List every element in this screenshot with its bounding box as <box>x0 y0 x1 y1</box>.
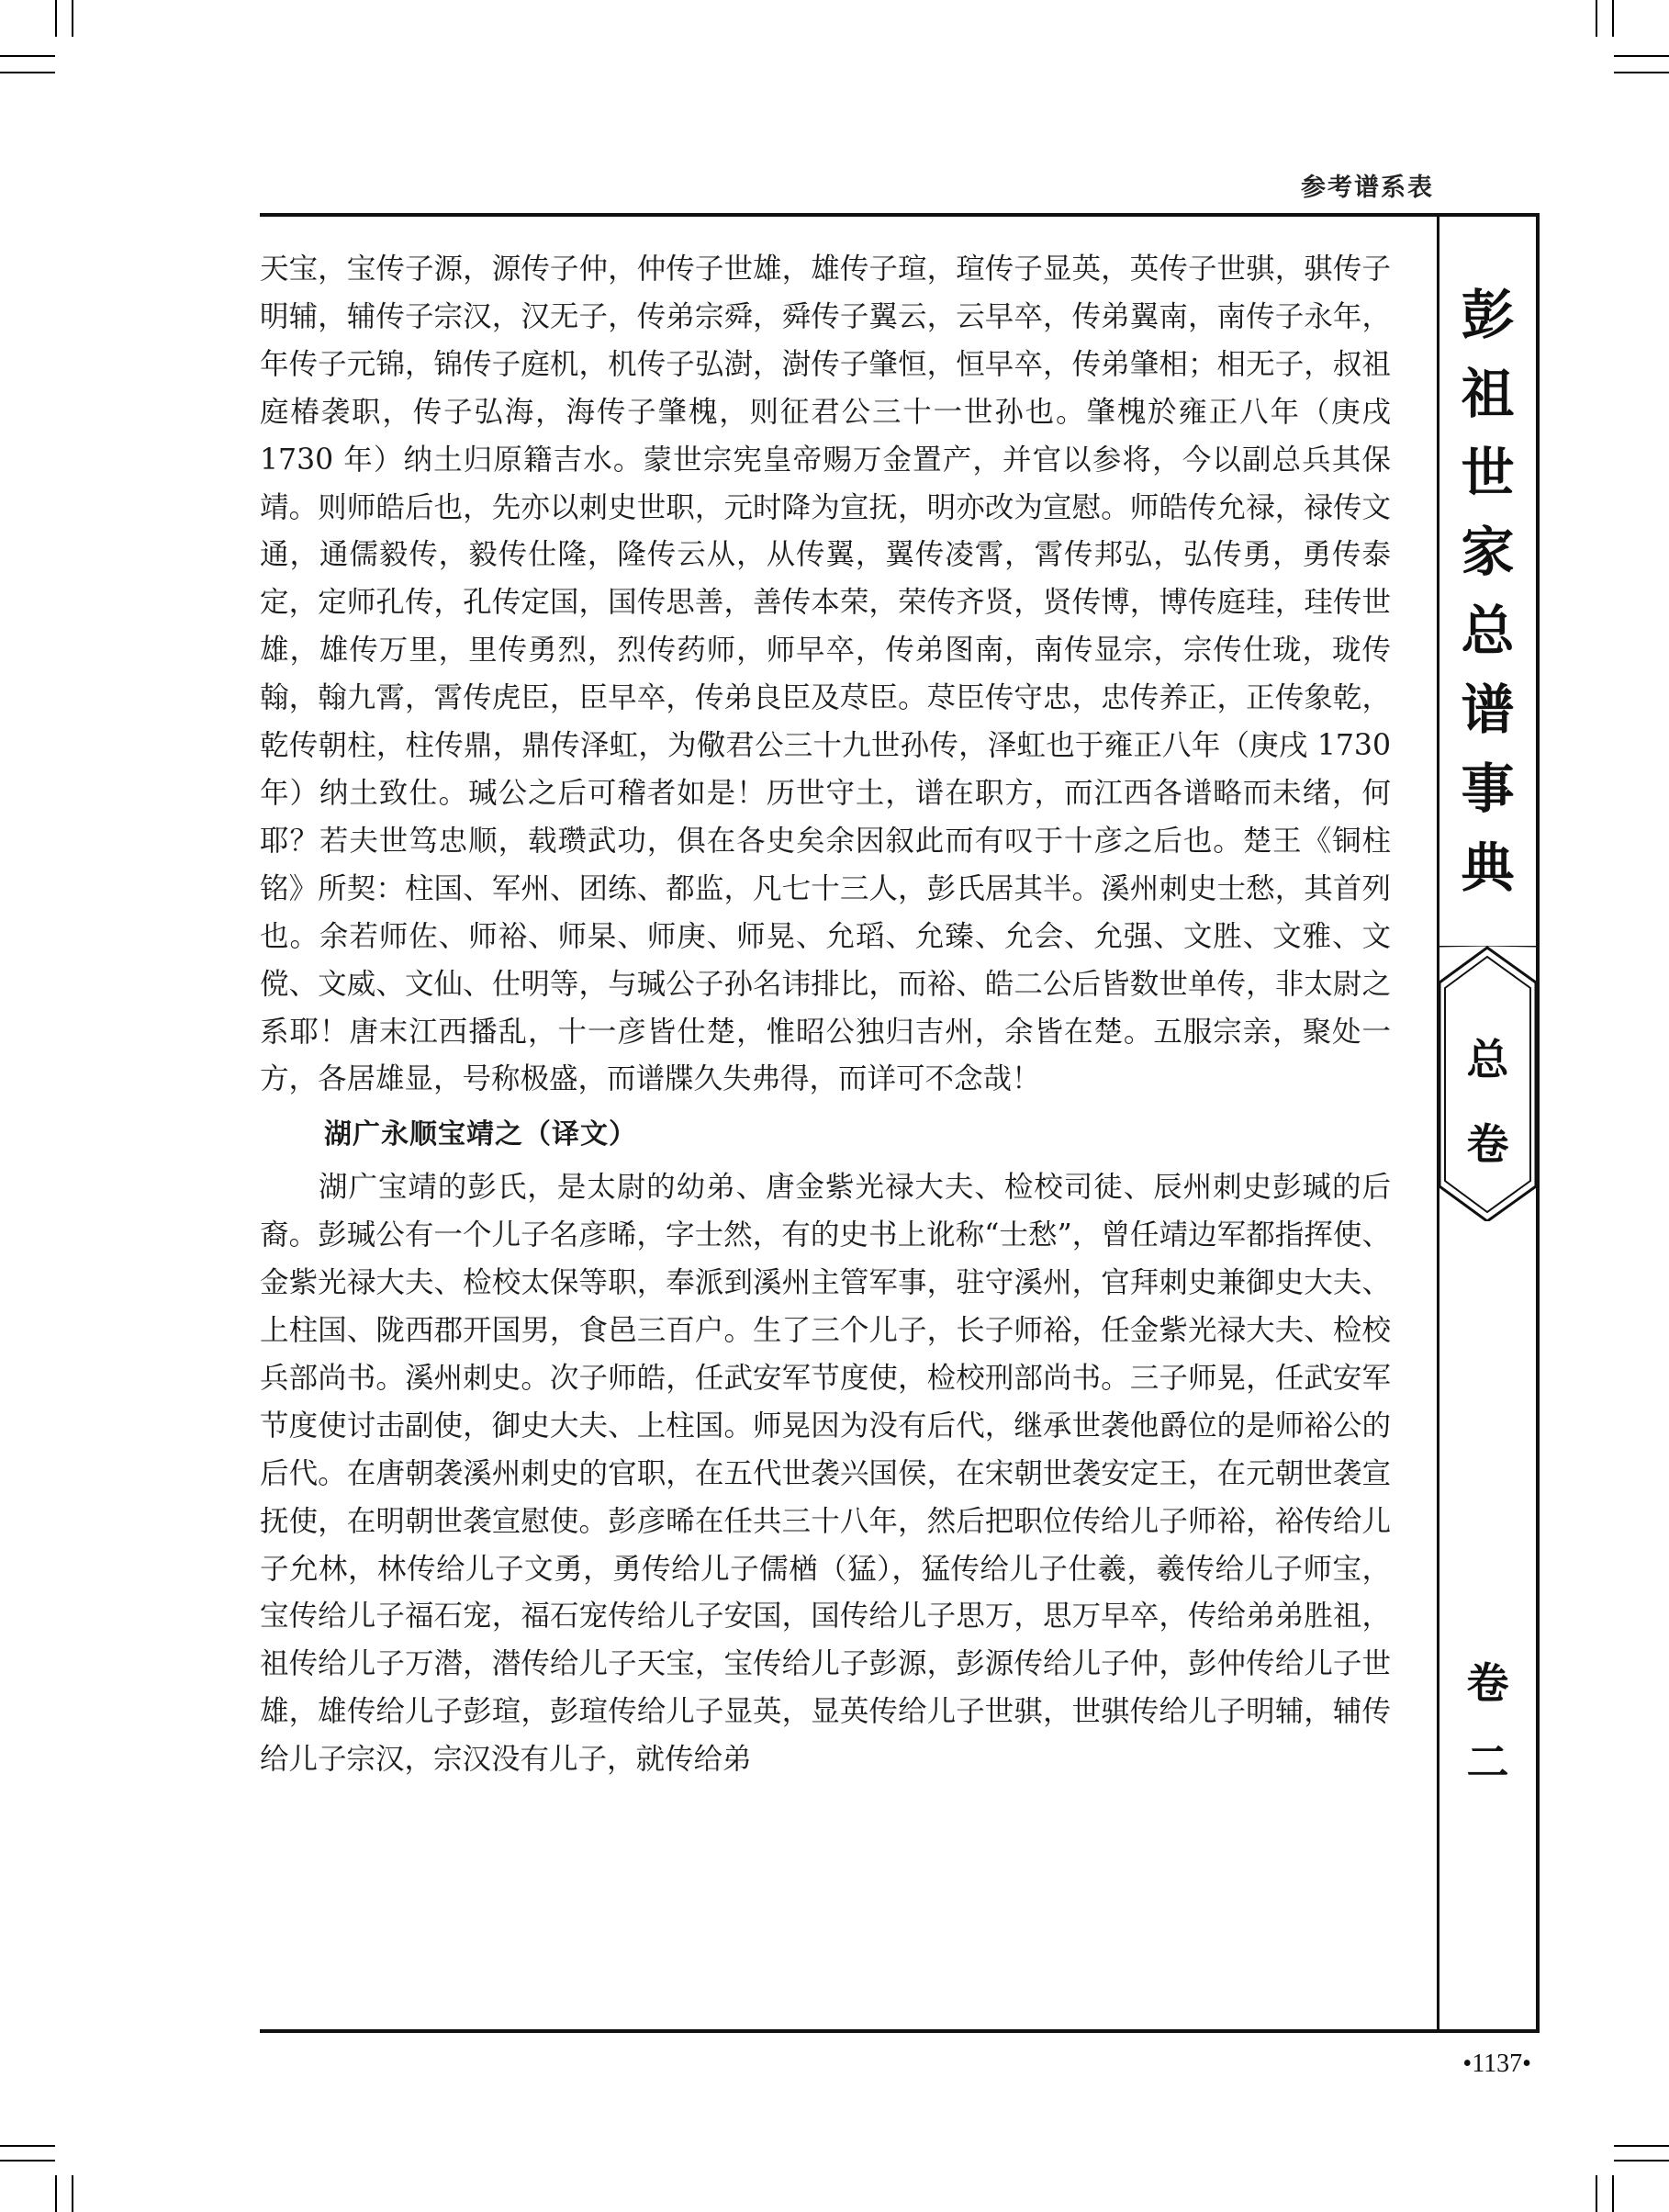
part-char: 二 <box>1466 1737 1509 1787</box>
book-title-char: 彭 <box>1461 284 1515 346</box>
crop-mark <box>55 2175 57 2212</box>
book-title-char: 谱 <box>1461 679 1515 741</box>
book-title-char: 家 <box>1461 521 1515 583</box>
crop-mark <box>1596 0 1597 37</box>
book-title-char: 典 <box>1461 837 1515 899</box>
sidebar-bottom-border <box>1437 2029 1540 2033</box>
crop-mark <box>1614 72 1669 73</box>
crop-mark <box>0 72 55 73</box>
crop-mark <box>0 2145 55 2147</box>
crop-mark <box>0 55 55 57</box>
book-title-vertical <box>1439 275 1536 907</box>
volume-label-vertical <box>1439 1017 1536 1186</box>
volume-char: 总 <box>1466 1035 1509 1084</box>
paragraph-translation: 湖广宝靖的彭氏，是太尉的幼弟、唐金紫光禄大夫、检校司徒、辰州刺史彭瑊的后裔。彭瑊公有一个儿子名彦晞，字士然，有的史书上讹称“士愁”，曾任靖边军都指挥使、金紫光禄大夫、检校太保等职，奉派到溪州主管军事，驻守溪州，官拜刺史兼御史大夫、上柱国、陇西郡开国男，食邑三百户。生了三个儿子，长子师裕，任金紫光禄大夫、检校兵部尚书。溪州刺史。次子师皓，任武安军节度使，检校刑部尚书。三子师晃，任武安军节度使讨击副使，御史大夫、上柱国。师晃因为没有后代，继承世袭他爵位的是师裕公的后代。在唐朝袭溪州刺史的官职，在五代世袭兴国侯，在宋朝世袭安定王，在元朝世袭宣抚使，在明朝世袭宣慰使。彭彦晞在任共三十八年，然后把职位传给儿子师裕，裕传给儿子允林，林传给儿子文勇，勇传给儿子儒楢（猛），猛传给儿子仕羲，羲传给儿子师宝，宝传给儿子福石宠，福石宠传给儿子安国，国传给儿子思万，思万早卒，传给弟弟胜祖，祖传给儿子万潜，潜传给儿子天宝，宝传给儿子彭源，彭源传给儿子仲，彭仲传给儿子世雄，雄传给儿子彭瑄，彭瑄传给儿子显英，显英传给儿子世骐，世骐传给儿子明辅，辅传给儿子宗汉，宗汉没有儿子，就传给弟 <box>260 1171 1391 1777</box>
bottom-rule <box>260 2029 1437 2033</box>
paragraph-genealogy: 天宝，宝传子源，源传子仲，仲传子世雄，雄传子瑄，瑄传子显英，英传子世骐，骐传子明辅，辅传子宗汉，汉无子，传弟宗舜，舜传子翼云，云早卒，传弟翼南，南传子永年，年传子元锦，锦传子庭机，机传子弘澍，澍传子肇恒，恒早卒，传弟肇相；相无子，叔祖庭椿袭职，传子弘海，海传子肇槐，则征君公三十一世孙也。肇槐於雍正八年（庚戌 1730 年）纳土归原籍吉水。蒙世宗宪皇帝赐万金置产，并官以参将，今以副总兵其保靖。则师皓后也，先亦以刺史世职，元时降为宣抚，明亦改为宣慰。师皓传允禄，禄传文通，通儒毅传，毅传仕隆，隆传云从，从传翼，翼传凌霄，霄传邦弘，弘传勇，勇传泰定，定师孔传，孔传定国，国传思善，善传本荣，荣传齐贤，贤传博，博传庭珪，珪传世雄，雄传万里，里传勇烈，烈传药师，师早卒，传弟图南，南传显宗，宗传仕珑，珑传翰，翰九霄，霄传虎臣，臣早卒，传弟良臣及荩臣。荩臣传守忠，忠传养正，正传象乾，乾传朝柱，柱传鼎，鼎传泽虹，为儆君公三十九世孙传，泽虹也于雍正八年（庚戌 1730 年）纳土致仕。瑊公之后可稽者如是！历世守土，谱在职方，而江西各谱略而未绪，何耶？若夫世笃忠顺，载瓒武功，俱在各史矣余因叙此而有叹于十彦之后也。楚王《铜柱铭》所契：柱国、军州、团练、都监，凡七十三人，彭氏居其半。溪州刺史士愁，其首列也。余若师佐、师裕、师杲、师庚、师晃、允瑫、允臻、允会、允强、文胜、文雅、文傥、文威、文仙、仕明等，与瑊公子孙名讳排比，而裕、皓二公后皆数世单传，非太尉之系耶！唐末江西播乱，十一彦皆仕楚，惟昭公独归吉州，余皆在楚。五服宗亲，聚处一方，各居雄显，号称极盛，而谱牒久失弗得，而详可不念哉！ <box>260 253 1391 1096</box>
crop-mark <box>72 0 73 37</box>
crop-mark <box>1614 55 1669 57</box>
page-number: •1137• <box>1462 2049 1531 2078</box>
crop-mark <box>72 2175 73 2212</box>
part-label-vertical <box>1439 1644 1536 1802</box>
section-subheading: 湖广永顺宝靖之（译文） <box>324 1118 637 1151</box>
volume-char: 卷 <box>1466 1119 1509 1169</box>
book-title-char: 世 <box>1461 442 1515 504</box>
crop-mark <box>1612 2175 1614 2212</box>
sidebar-top-border <box>1437 213 1540 217</box>
top-rule <box>260 213 1437 217</box>
crop-mark <box>0 2160 55 2161</box>
part-char: 卷 <box>1466 1658 1509 1708</box>
section-title: 参考谱系表 <box>1301 174 1434 202</box>
book-title-char: 祖 <box>1461 363 1515 425</box>
main-text <box>260 246 1391 1784</box>
crop-mark <box>1614 2160 1669 2161</box>
crop-mark <box>1596 2175 1597 2212</box>
book-title-char: 总 <box>1461 600 1515 662</box>
crop-mark <box>1614 2145 1669 2147</box>
crop-mark <box>1612 0 1614 37</box>
sidebar-right-border <box>1536 213 1540 2033</box>
crop-mark <box>55 0 57 37</box>
book-title-char: 事 <box>1461 758 1515 820</box>
